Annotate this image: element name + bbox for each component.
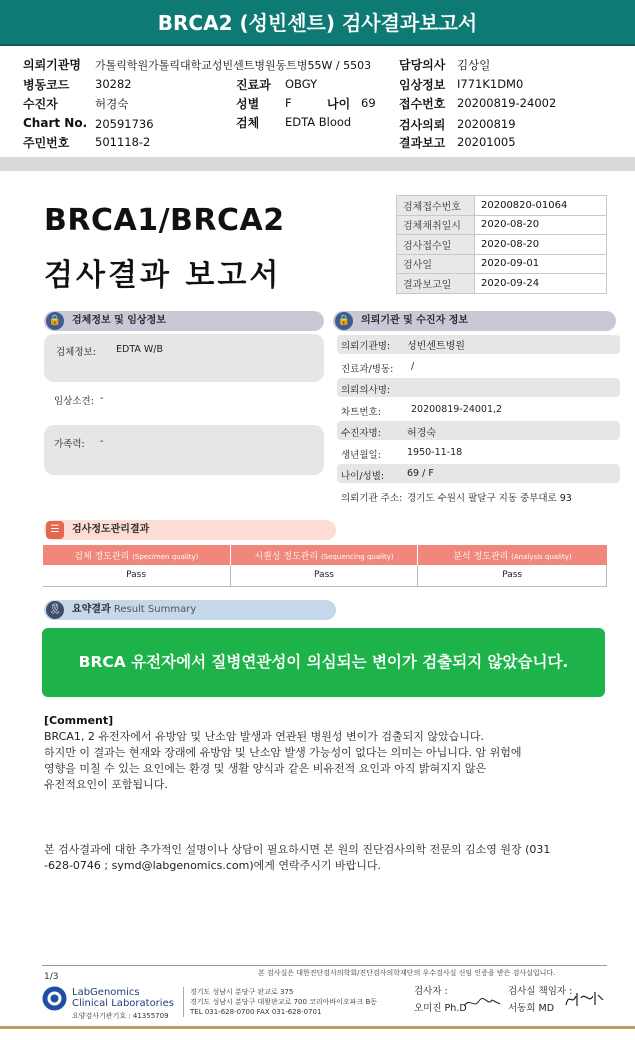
value-receipt-no: 20200819-24002 <box>457 96 557 110</box>
address-label: 의뢰기관 주소: <box>341 493 403 504</box>
lock-icon: 🔒 <box>335 312 353 330</box>
label-department: 진료과 <box>236 78 271 92</box>
labgenomics-logo-icon <box>42 986 67 1011</box>
manager-label: 검사실 책임자 : <box>508 986 573 997</box>
label-age: 나이 <box>327 97 351 111</box>
header-info-block <box>0 0 635 157</box>
value-chart-no: 20591736 <box>95 117 154 131</box>
comment-line: 영향을 미칠 수 있는 요인에는 환경 및 생활 양식과 같은 비유전적 요인과 아직 밝혀지지 않은 <box>44 762 487 775</box>
page-number: 1/3 <box>44 972 59 982</box>
value-resident-no: 501118-2 <box>95 135 151 149</box>
table-row <box>43 545 607 565</box>
footer-separator <box>183 987 184 1017</box>
label-request-date: 검사의뢰 <box>399 118 446 132</box>
requester-value: 20200819-24001,2 <box>411 404 503 415</box>
summary-section-title-en: Result Summary <box>113 604 197 615</box>
certification-note: 본 검사실은 대한진단검사의학회/진단검사의학재단의 우수검사실 신임 인증을 받은 검사실입니다. <box>258 969 556 977</box>
value-institution: 가톨릭학원가톨릭대학교성빈센트병원동트병55W / 5503 <box>95 59 372 72</box>
value-clinical-info: I771K1DM0 <box>457 77 524 91</box>
report-title-line2: 검사결과 보고서 <box>44 258 282 293</box>
date-value: 20200820-01064 <box>475 196 607 216</box>
requester-section-title: 의뢰기관 및 수진자 정보 <box>361 315 469 326</box>
company-line: Clinical Laboratories <box>72 998 174 1009</box>
specimen-section-title: 검체정보 및 임상정보 <box>72 315 166 326</box>
comment-body <box>44 729 614 793</box>
company-code: 요양검사기관기호 : 41355709 <box>72 1012 169 1020</box>
page-title: BRCA2 (성빈센트) 검사결과보고서 <box>0 0 635 46</box>
summary-section-header <box>44 600 336 620</box>
address-line: TEL 031-628-0700 FAX 031-628-0701 <box>190 1008 322 1016</box>
qc-result: Pass <box>43 565 231 586</box>
comment-heading: [Comment] <box>44 714 114 727</box>
requester-label: 수진자명: <box>341 428 381 439</box>
divider-band <box>0 157 635 171</box>
date-value: 2020-09-24 <box>475 274 607 294</box>
company-line: LabGenomics <box>72 987 140 998</box>
address-value: 경기도 수원시 팔달구 지동 중부대로 93 <box>407 493 572 504</box>
clinical-value: - <box>100 393 104 404</box>
specimen-info-box <box>44 334 324 382</box>
qc-table <box>42 545 607 587</box>
requester-info-list <box>337 334 620 509</box>
table-row <box>397 196 607 216</box>
label-ward-code: 병동코드 <box>23 78 70 92</box>
manager-name: 서동희 MD <box>508 1003 555 1014</box>
specimen-section-header <box>44 311 324 331</box>
date-label: 검체채취일시 <box>397 215 475 235</box>
date-label: 결과보고일 <box>397 274 475 294</box>
comment-line: 하지만 이 결과는 현재와 장래에 유방암 및 난소암 발생 가능성이 없다는 의미는 아닙니다. 암 위험에 <box>44 746 522 759</box>
qc-column-header: 검체 정도관리 (Specimen quality) <box>43 545 231 565</box>
requester-value: 성빈센트병원 <box>407 341 465 352</box>
requester-label: 의뢰기관명: <box>341 341 391 352</box>
value-department: OBGY <box>285 77 318 91</box>
label-receipt-no: 접수번호 <box>399 97 446 111</box>
date-label: 검사일 <box>397 254 475 274</box>
address-line: 경기도 성남시 분당구 판교로 375 <box>190 988 294 996</box>
value-request-date: 20200819 <box>457 117 516 131</box>
company-address <box>190 987 377 1017</box>
qc-column-header: 시퀀싱 정도관리 (Sequencing quality) <box>230 545 418 565</box>
value-patient: 허경숙 <box>95 97 129 111</box>
address-line: 경기도 성남시 분당구 대왕판교로 700 코리아바이오파크 B동 <box>190 998 378 1006</box>
requester-value: 1950-11-18 <box>407 447 463 458</box>
date-label: 검체접수번호 <box>397 196 475 216</box>
contact-note <box>44 842 619 874</box>
requester-label: 차트번호: <box>341 407 381 418</box>
company-name <box>72 987 174 1009</box>
label-institution: 의뢰기관명 <box>23 58 81 72</box>
table-row <box>397 254 607 274</box>
label-report-date: 결과보고 <box>399 136 446 150</box>
label-chart-no: Chart No. <box>23 116 88 130</box>
value-sex: F <box>285 96 292 110</box>
clipboard-icon: ☰ <box>46 521 64 539</box>
value-age: 69 <box>361 96 376 110</box>
value-specimen: EDTA Blood <box>285 115 352 129</box>
summary-section-title: 요약결과 <box>72 604 111 615</box>
requester-label: 의뢰의사명: <box>341 385 391 396</box>
table-row <box>397 235 607 255</box>
requester-section-header <box>333 311 616 331</box>
ribbon-icon: 🎗 <box>46 601 64 619</box>
requester-value: 69 / F <box>407 468 434 479</box>
family-label: 가족력: <box>54 439 85 450</box>
family-value: - <box>100 436 104 447</box>
bottom-border <box>0 1026 635 1029</box>
lock-icon: 🔒 <box>46 312 64 330</box>
qc-section-header <box>44 520 336 540</box>
date-value: 2020-08-20 <box>475 235 607 255</box>
date-label: 검사접수일 <box>397 235 475 255</box>
label-specimen: 검체 <box>236 116 260 130</box>
qc-section-title: 검사정도관리결과 <box>72 524 150 535</box>
label-patient: 수진자 <box>23 97 58 111</box>
requester-label: 나이/성별: <box>341 471 385 482</box>
table-row <box>397 274 607 294</box>
label-doctor: 담당의사 <box>399 58 446 72</box>
comment-line: BRCA1, 2 유전자에서 유방암 및 난소암 발생과 연관된 병원성 변이가 검출되지 않았습니다. <box>44 730 484 743</box>
value-doctor: 김상일 <box>457 58 491 72</box>
requester-value: 허경숙 <box>407 428 436 439</box>
table-row <box>43 565 607 586</box>
result-summary-box: BRCA 유전자에서 질병연관성이 의심되는 변이가 검출되지 않았습니다. <box>42 628 605 697</box>
manager-signature-icon <box>563 988 605 1010</box>
table-row <box>397 215 607 235</box>
report-title-line1: BRCA1/BRCA2 <box>44 203 285 238</box>
label-clinical-info: 임상정보 <box>399 78 446 92</box>
tester-signature-icon <box>462 995 502 1011</box>
contact-line: -628-0746 ; symd@labgenomics.com)에게 연락주시기 바랍니다. <box>44 859 382 872</box>
qc-result: Pass <box>418 565 607 586</box>
tester-name: 오미진 Ph.D <box>414 1003 467 1014</box>
specimen-label: 검체정보: <box>56 347 96 358</box>
requester-label: 생년월일: <box>341 450 381 461</box>
qc-result: Pass <box>230 565 418 586</box>
requester-label: 진료과/병동: <box>341 364 394 375</box>
tester-label: 검사자 : <box>414 986 448 997</box>
requester-value: / <box>411 361 415 372</box>
contact-line: 본 검사결과에 대한 추가적인 설명이나 상담이 필요하시면 본 원의 진단검사의학 전문의 김소영 원장 (031 <box>44 843 551 856</box>
date-value: 2020-09-01 <box>475 254 607 274</box>
clinical-label: 임상소견: <box>54 396 94 407</box>
label-resident-no: 주민번호 <box>23 136 70 150</box>
value-ward-code: 30282 <box>95 77 132 91</box>
date-value: 2020-08-20 <box>475 215 607 235</box>
qc-column-header: 분석 정도관리 (Analysis quality) <box>418 545 607 565</box>
value-report-date: 20201005 <box>457 135 516 149</box>
comment-line: 유전적요인이 포함됩니다. <box>44 778 168 791</box>
dates-table <box>396 195 607 294</box>
specimen-value: EDTA W/B <box>116 344 164 355</box>
family-history-box <box>44 425 324 475</box>
label-sex: 성별 <box>236 97 260 111</box>
footer-divider <box>42 965 607 966</box>
